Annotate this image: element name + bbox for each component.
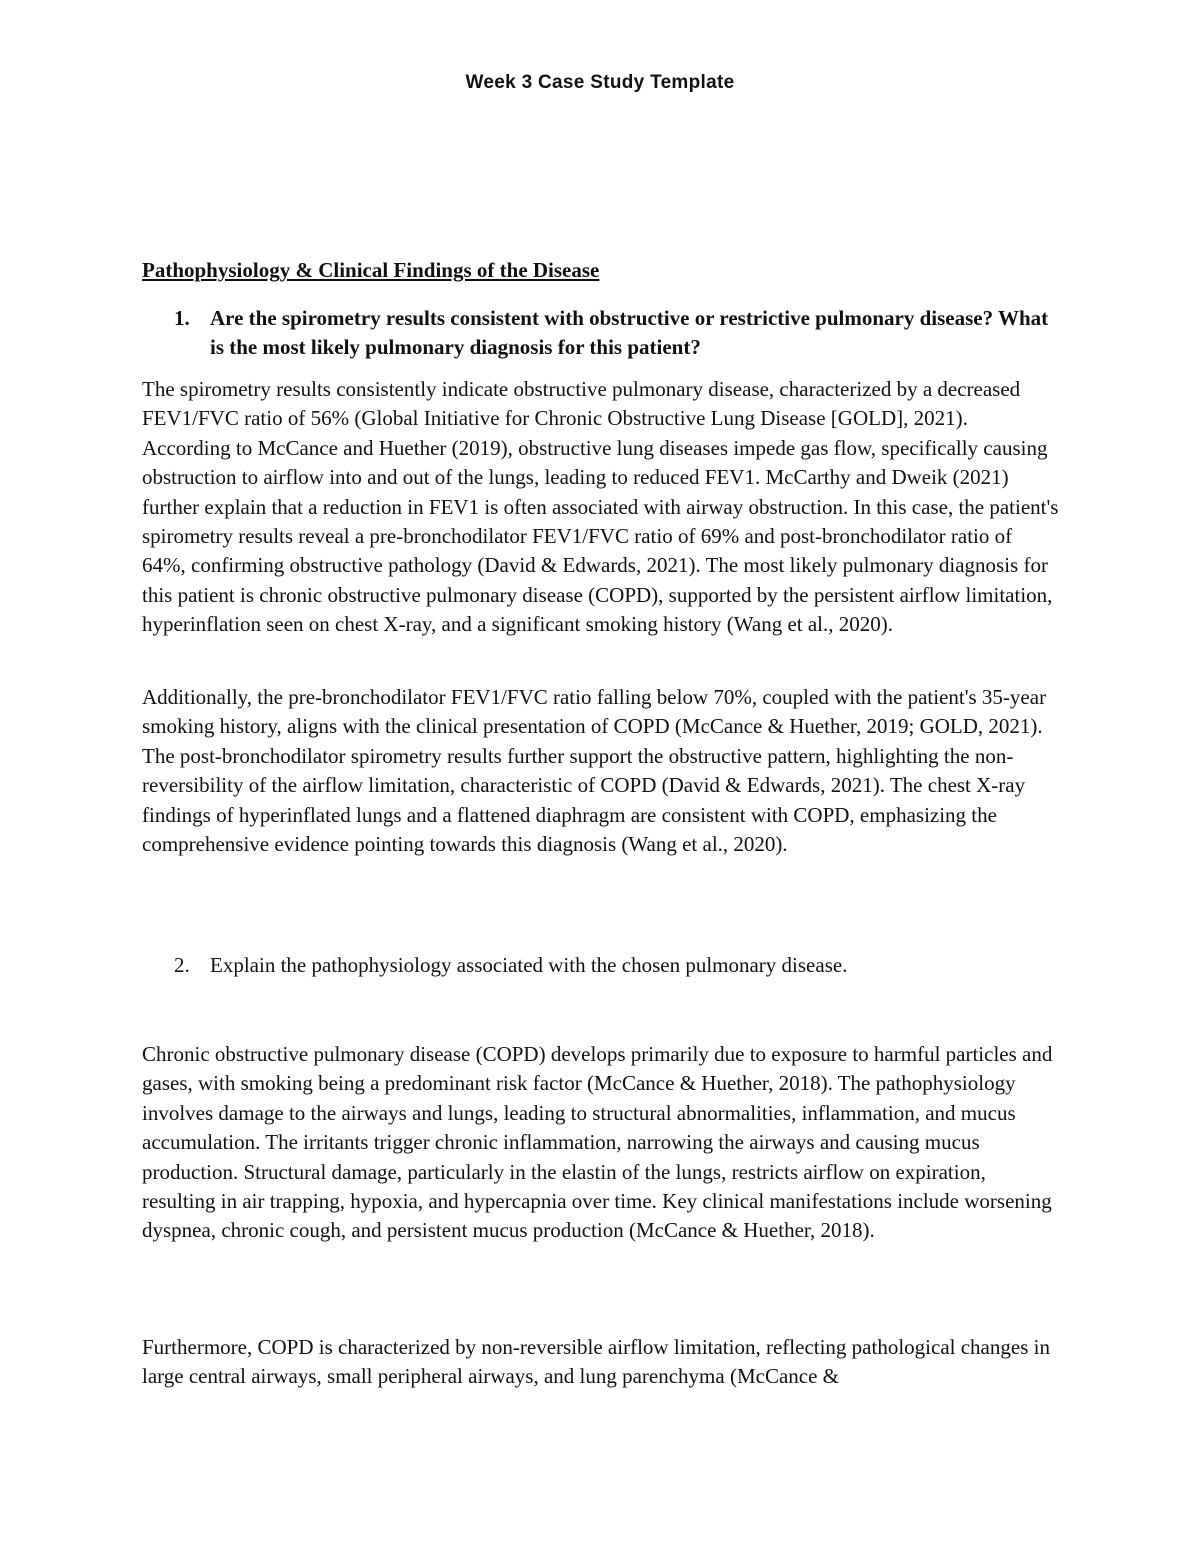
question-2-text: Explain the pathophysiology associated with the chosen pulmonary disease.	[210, 953, 848, 977]
answer-2-paragraph-1: Chronic obstructive pulmonary disease (COPD) develops primarily due to exposure to harmful particles and gases, with smoking being a predominant risk factor (McCance & Huether, 2018). The pathophysiology involves damage to the airways and lungs, leading to structural abnormalities, inflammation, and mucus accumulation. The irritants trigger chronic inflammation, narrowing the airways and causing mucus production. Structural damage, particularly in the elastin of the lungs, restricts airflow on expiration, resulting in air trapping, hypoxia, and hypercapnia over time. Key clinical manifestations include worsening dyspnea, chronic cough, and persistent mucus production (McCance & Huether, 2018).	[142, 1042, 1053, 1243]
question-1-number: 1.	[174, 306, 190, 330]
answer-2-paragraph-2: Furthermore, COPD is characterized by non-reversible airflow limitation, reflecting pathological changes in large central airways, small peripheral airways, and lung parenchyma (McCance &	[142, 1335, 1050, 1389]
document-title: Week 3 Case Study Template	[465, 72, 735, 93]
question-2-number: 2.	[174, 953, 190, 977]
question-2	[174, 951, 1054, 980]
answer-1-paragraph-1: The spirometry results consistently indicate obstructive pulmonary disease, characterized by a decreased FEV1/FVC ratio of 56% (Global Initiative for Chronic Obstructive Lung Disease [GOLD], 2021). According to McCance and Huether (2019), obstructive lung diseases impede gas flow, specifically causing obstruction to airflow into and out of the lungs, leading to reduced FEV1. McCarthy and Dweik (2021) further explain that a reduction in FEV1 is often associated with airway obstruction. In this case, the patient's spirometry results reveal a pre-bronchodilator FEV1/FVC ratio of 69% and post-bronchodilator ratio of 64%, confirming obstructive pathology (David & Edwards, 2021). The most likely pulmonary diagnosis for this patient is chronic obstructive pulmonary disease (COPD), supported by the persistent airflow limitation, hyperinflation seen on chest X-ray, and a significant smoking history (Wang et al., 2020).	[142, 377, 1059, 637]
question-1	[174, 304, 1054, 362]
answer-1-paragraph-2: Additionally, the pre-bronchodilator FEV1/FVC ratio falling below 70%, coupled with the patient's 35-year smoking history, aligns with the clinical presentation of COPD (McCance & Huether, 2019; GOLD, 2021). The post-bronchodilator spirometry results further support the obstructive pattern, highlighting the non-reversibility of the airflow limitation, characteristic of COPD (David & Edwards, 2021). The chest X-ray findings of hyperinflated lungs and a flattened diaphragm are consistent with COPD, emphasizing the comprehensive evidence pointing towards this diagnosis (Wang et al., 2020).	[142, 685, 1047, 857]
section-heading: Pathophysiology & Clinical Findings of the Disease	[142, 258, 600, 282]
question-1-text: Are the spirometry results consistent with obstructive or restrictive pulmonary disease? What is the most likely pulmonary diagnosis for this patient?	[210, 306, 1049, 359]
